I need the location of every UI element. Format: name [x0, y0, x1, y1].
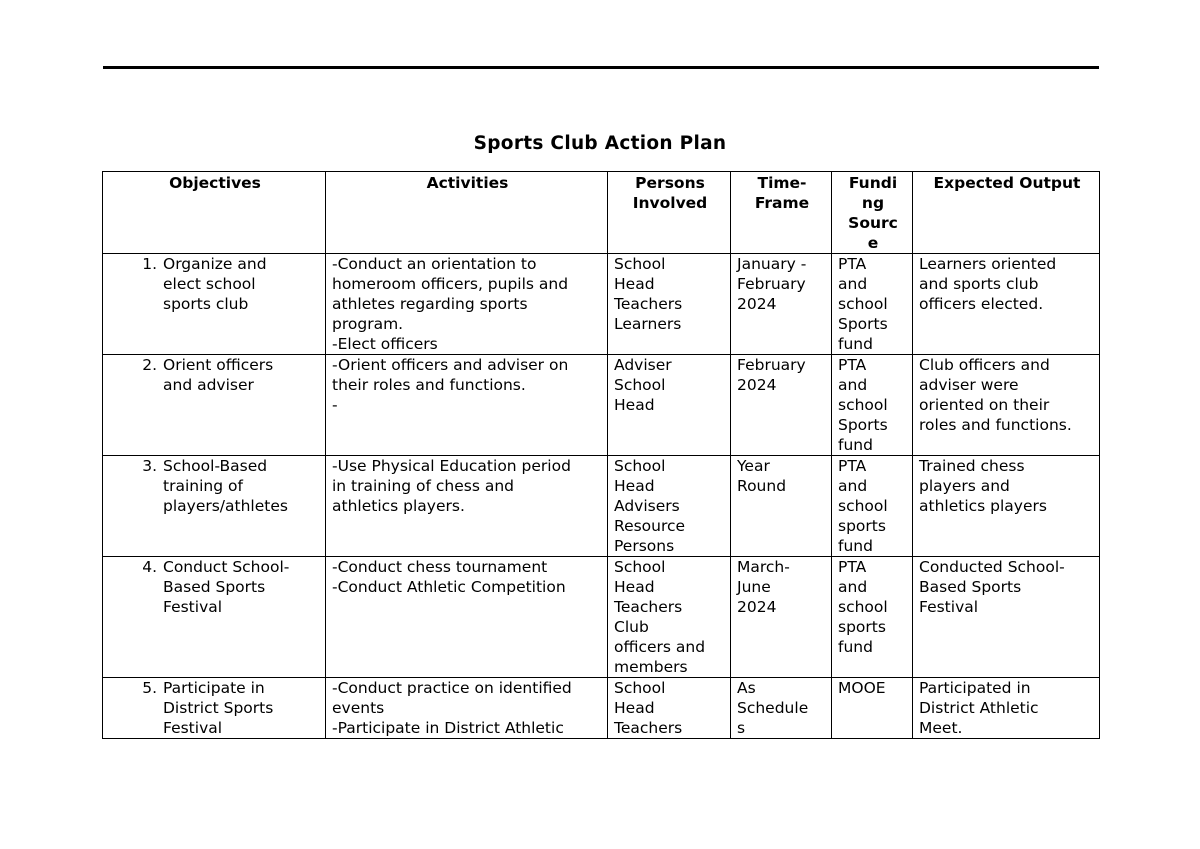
objective-number: 4.: [142, 558, 157, 576]
funding-cell: PTA and school sports fund: [832, 557, 913, 678]
output-cell: Participated in District Athletic Meet.: [913, 678, 1100, 739]
header-rule: [103, 66, 1099, 69]
table-row: [103, 678, 1100, 739]
table-row: [103, 254, 1100, 355]
activities-cell: -Conduct chess tournament -Conduct Athletic Competition: [326, 557, 608, 678]
timeframe-cell: February 2024: [731, 355, 832, 456]
activities-cell: -Orient officers and adviser on their roles and functions. -: [326, 355, 608, 456]
persons-cell: School Head Teachers Learners: [608, 254, 731, 355]
persons-cell: School Head Teachers: [608, 678, 731, 739]
header-activities: Activities: [326, 172, 608, 254]
objective-number: 5.: [142, 679, 157, 697]
header-funding-source: Fundi ng Sourc e: [832, 172, 913, 254]
timeframe-cell: As Schedule s: [731, 678, 832, 739]
timeframe-cell: January - February 2024: [731, 254, 832, 355]
objective-cell: [103, 678, 326, 739]
header-time-frame: Time- Frame: [731, 172, 832, 254]
activities-cell: -Use Physical Education period in training of chess and athletics players.: [326, 456, 608, 557]
objective-number: 3.: [142, 457, 157, 475]
persons-cell: Adviser School Head: [608, 355, 731, 456]
action-plan-table: [102, 171, 1100, 739]
output-cell: Trained chess players and athletics players: [913, 456, 1100, 557]
objective-text: Participate in District Sports Festival: [163, 679, 274, 737]
header-persons-involved: Persons Involved: [608, 172, 731, 254]
objective-text: Orient officers and adviser: [163, 356, 274, 394]
objective-number: 2.: [142, 356, 157, 374]
funding-cell: MOOE: [832, 678, 913, 739]
output-cell: Conducted School- Based Sports Festival: [913, 557, 1100, 678]
funding-cell: PTA and school Sports fund: [832, 254, 913, 355]
output-cell: Club officers and adviser were oriented on their roles and functions.: [913, 355, 1100, 456]
table-header-row: [103, 172, 1100, 254]
header-expected-output: Expected Output: [913, 172, 1100, 254]
table-row: [103, 557, 1100, 678]
table-row: [103, 456, 1100, 557]
document-title: Sports Club Action Plan: [473, 133, 727, 154]
persons-cell: School Head Teachers Club officers and members: [608, 557, 731, 678]
funding-cell: PTA and school sports fund: [832, 456, 913, 557]
timeframe-cell: Year Round: [731, 456, 832, 557]
objective-cell: [103, 557, 326, 678]
objective-text: Conduct School- Based Sports Festival: [163, 558, 290, 616]
objective-cell: [103, 355, 326, 456]
persons-cell: School Head Advisers Resource Persons: [608, 456, 731, 557]
header-objectives: Objectives: [103, 172, 326, 254]
objective-number: 1.: [142, 255, 157, 273]
funding-cell: PTA and school Sports fund: [832, 355, 913, 456]
objective-text: Organize and elect school sports club: [163, 255, 267, 313]
timeframe-cell: March- June 2024: [731, 557, 832, 678]
objective-cell: [103, 254, 326, 355]
activities-cell: -Conduct practice on identified events -Participate in District Athletic: [326, 678, 608, 739]
activities-cell: -Conduct an orientation to homeroom officers, pupils and athletes regarding sports program. -Elect officers: [326, 254, 608, 355]
output-cell: Learners oriented and sports club officers elected.: [913, 254, 1100, 355]
objective-text: School-Based training of players/athletes: [163, 457, 288, 515]
table-row: [103, 355, 1100, 456]
objective-cell: [103, 456, 326, 557]
